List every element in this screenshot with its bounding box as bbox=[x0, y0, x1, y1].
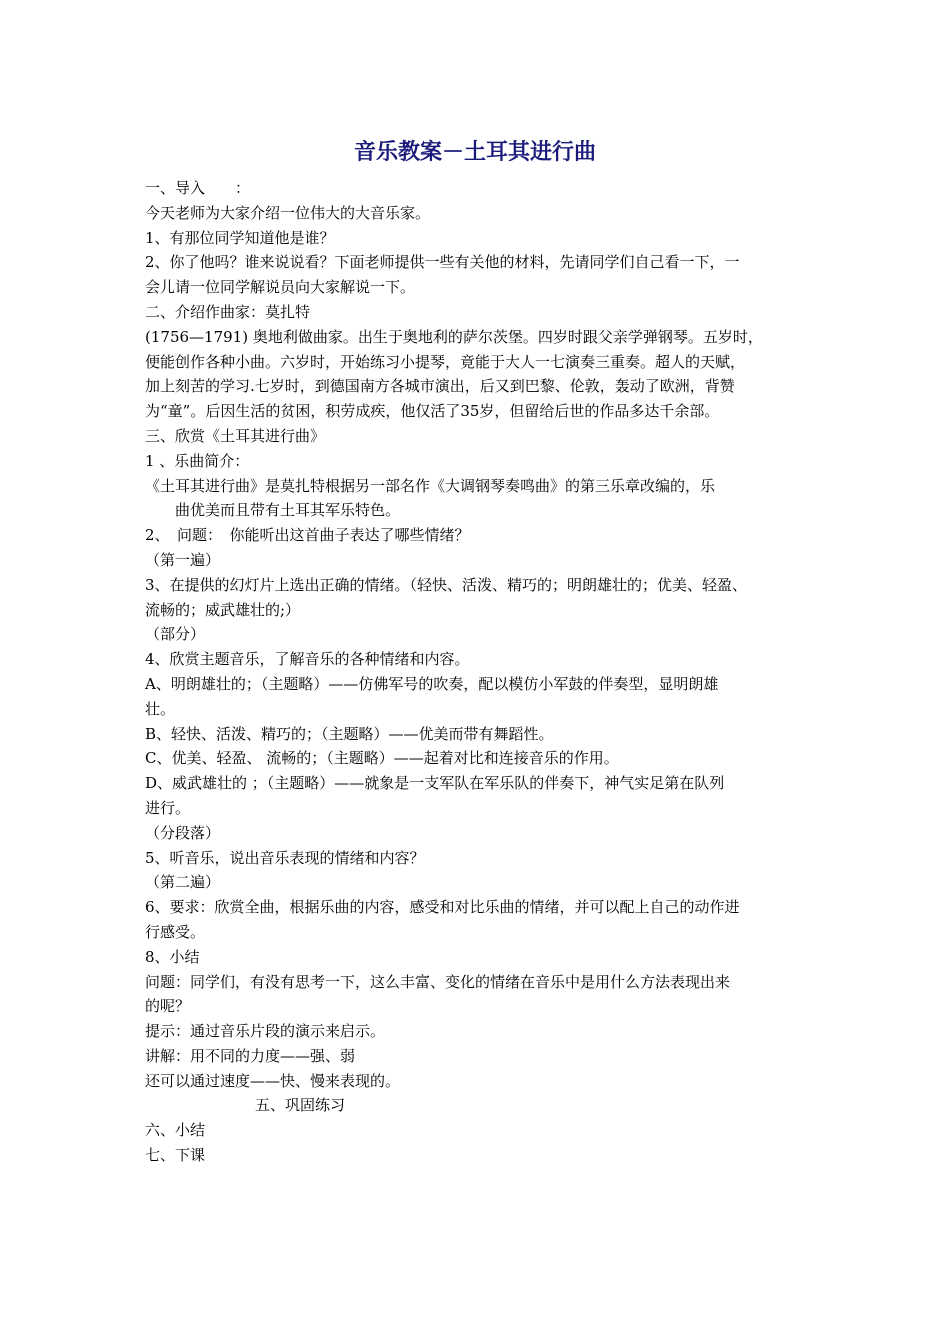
text-line: 的呢？ bbox=[145, 997, 191, 1016]
text-line: 会儿请一位同学解说员向大家解说一下。 bbox=[145, 278, 416, 297]
text-line: 3、在提供的幻灯片上选出正确的情绪。（轻快、活泼、精巧的；明朗雄壮的；优美、轻盈、 bbox=[145, 575, 748, 594]
text-line: （分段落） bbox=[145, 823, 221, 842]
text-line: 1、有那位同学知道他是谁？ bbox=[145, 228, 335, 247]
text-line: 七、下课 bbox=[145, 1146, 206, 1165]
text-line: 还可以通过速度——快、慢来表现的。 bbox=[145, 1071, 401, 1090]
section-heading: 五、巩固练习 bbox=[255, 1096, 346, 1115]
text-line: A、明朗雄壮的；（主题略）——仿佛军号的吹奏，配以模仿小军鼓的伴奏型，显明朗雄 bbox=[145, 674, 719, 693]
text-line: 2、你了他吗？谁来说说看？下面老师提供一些有关他的材料，先请同学们自己看一下，一 bbox=[145, 253, 740, 272]
text-line: 提示：通过音乐片段的演示来启示。 bbox=[145, 1022, 386, 1041]
text-line: 今天老师为大家介绍一位伟大的大音乐家。 bbox=[145, 203, 431, 222]
text-line: B、轻快、活泼、精巧的；（主题略）——优美而带有舞蹈性。 bbox=[145, 724, 554, 743]
text-line: (1756—1791) 奥地利做曲家。出生于奥地利的萨尔茨堡。四岁时跟父亲学弹钢琴。五岁时， bbox=[145, 327, 763, 346]
text-line: 2、 问题： 你能听出这首曲子表达了哪些情绪？ bbox=[145, 526, 470, 545]
text-line: 壮。 bbox=[145, 699, 176, 718]
text-line: 加上刻苦的学习.七岁时，到德国南方各城市演出，后又到巴黎、伦敦，轰动了欧洲，背赞 bbox=[145, 377, 735, 396]
text-line: 便能创作各种小曲。六岁时，开始练习小提琴，竟能于大人一七演奏三重奏。超人的天赋， bbox=[145, 352, 746, 371]
text-line: 曲优美而且带有土耳其军乐特色。 bbox=[175, 501, 401, 520]
text-line: D、威武雄壮的 ；（主题略）——就象是一支军队在军乐队的伴奏下，神气实足第在队列 bbox=[145, 774, 725, 793]
text-line: 5、听音乐，说出音乐表现的情绪和内容？ bbox=[145, 848, 425, 867]
text-line: （部分） bbox=[145, 625, 206, 644]
text-line: 一、导入 ： bbox=[145, 179, 251, 197]
text-line: 4、欣赏主题音乐，了解音乐的各种情绪和内容。 bbox=[145, 650, 470, 669]
text-line: 二、介绍作曲家：莫扎特 bbox=[145, 302, 311, 321]
document-title: 音乐教案－土耳其进行曲 bbox=[353, 140, 596, 165]
text-line: 流畅的；威武雄壮的;） bbox=[145, 600, 301, 619]
document-body bbox=[145, 176, 825, 1168]
text-line: （第二遍） bbox=[145, 873, 221, 892]
text-line: （第一遍） bbox=[145, 550, 221, 569]
text-line: 为“童”。后因生活的贫困，积劳成疾，他仅活了35岁，但留给后世的作品多达千余部。 bbox=[145, 402, 720, 421]
text-line: 三、欣赏《土耳其进行曲》 bbox=[145, 426, 326, 445]
text-line: 1 、乐曲简介： bbox=[145, 451, 250, 470]
text-line: 6、要求：欣赏全曲，根据乐曲的内容，感受和对比乐曲的情绪，并可以配上自己的动作进 bbox=[145, 898, 740, 917]
text-line: 行感受。 bbox=[145, 922, 206, 941]
text-line: 讲解：用不同的力度——强、弱 bbox=[145, 1046, 356, 1065]
text-line: 《土耳其进行曲》是莫扎特根据另一部名作《大调钢琴奏鸣曲》的第三乐章改编的，乐 bbox=[145, 476, 716, 495]
text-line: 进行。 bbox=[145, 798, 191, 817]
text-line: 六、小结 bbox=[145, 1121, 206, 1140]
text-line: 8、小结 bbox=[145, 947, 200, 966]
text-line: 问题：同学们，有没有思考一下，这么丰富、变化的情绪在音乐中是用什么方法表现出来 bbox=[145, 972, 731, 991]
text-line: C、优美、轻盈、 流畅的；（主题略）——起着对比和连接音乐的作用。 bbox=[145, 749, 619, 768]
